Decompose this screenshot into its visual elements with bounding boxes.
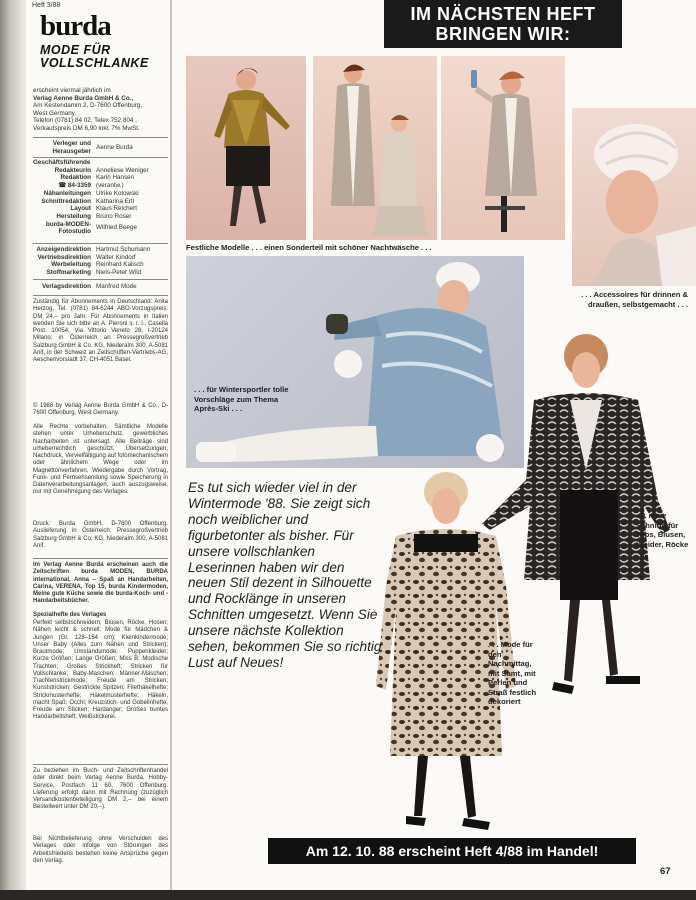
rights-text: Alle Rechte vorbehalten. Sämtliche Modelle stehen unter Urheberschutz, gewerbliches Nacharbeiten ist untersagt. Alle Beiträge sind urheberrechtlich geschützt. Übersetzungen, Nachdruck, Vervielfältigung auf fotomechanischem oder ähnlichem Wege oder im Magnettonverfahren, Wiedergabe durch Vortrag, Funk- und Fernsehsendung sowie Speicherung in Datenverarbeitungsanlagen, auch auszugsweise, nur mit Genehmigung des Verlages.: [33, 424, 168, 496]
staff-role: Vertriebsdirektion: [37, 253, 91, 261]
staff-role: ☎ 84-3359: [58, 182, 91, 190]
issue-number: Heft 3/88: [32, 2, 61, 9]
divider: [33, 137, 168, 138]
model-gold-dress-illustration: [186, 56, 306, 240]
staff-role: Schnittredaktion: [41, 197, 91, 205]
divider: [33, 157, 168, 158]
staff-name: Wilfried Beege: [96, 224, 137, 232]
caption-festive: Festliche Modelle . . . einen Sonderteil mit schöner Nachtwäsche . . .: [186, 243, 432, 252]
staff-list: [33, 159, 168, 236]
caption-patterns: . . . neue Schnitte für Tops, Blusen, Kleider, Röcke . . .: [636, 511, 689, 558]
staff-name: Ulrike Kolowski: [96, 189, 139, 197]
model-turban-illustration: [572, 108, 696, 286]
staff-name: Karin Hansen: [96, 174, 135, 182]
subtitle-line-2: VOLLSCHLANKE: [40, 56, 149, 70]
page-number: 67: [660, 866, 671, 877]
staff-name: Manfred Mode: [96, 283, 137, 290]
divider: [33, 279, 168, 280]
next-issue-banner: [384, 0, 622, 48]
staff-name: Bruno Roser: [96, 212, 132, 220]
staff-role: Anzeigendirektion: [36, 246, 91, 253]
other-magazines-text: Im Verlag Aenne Burda erscheinen auch die Zeitschriften burda MODEN, BURDA international, Anna – Spaß an Handarbeiten, Carina, VERENA, Top 15, burda Kindermoden, Meine gute Küche sowie die burda-Koch- und -Handarbeitsbücher.: [33, 562, 168, 605]
staff-role: burda-MODEN-Fotostudio: [45, 220, 91, 236]
staff-name: Katharina Ertl: [96, 197, 135, 205]
staff-name: (verantw.): [96, 182, 124, 190]
photo-robe-and-child: [313, 56, 437, 240]
copyright-text: © 1988 by Verlag Aenne Burda GmbH & Co., D-7600 Offenburg, West Germany.: [33, 403, 168, 417]
liability-note: Bei Nichtbelieferung ohne Verschulden des Verlages oder infolge von Störungen des Arbeitsfriedens bestehen keine Ansprüche gegen den Verlag.: [33, 836, 168, 864]
intro-body-text: Es tut sich wieder viel in der Wintermode '88. Sie zeigt sich noch weiblicher und figurbetonter als bisher. Für unsere vollschlanken Leserinnen haben wir den neuen Stil dezent in Silhouette und Rocklänge in unseren Schnitten umgesetzt. Wenn Sie unsere nächste Kollektion sehen, bekommen Sie so richtig Lust auf Neues!: [188, 480, 382, 670]
staff-role: Werbeleitung: [51, 261, 91, 269]
subtitle-line-1: MODE FÜR: [40, 43, 111, 57]
staff-role: Herstellung: [56, 212, 91, 220]
staff-name: Walter Kindorf: [96, 253, 136, 261]
pub-line: Verlag Aenne Burda GmbH & Co.,: [33, 94, 134, 102]
banner-line-2: BRINGEN WIR:: [435, 24, 571, 44]
photo-gold-dress: [186, 56, 306, 240]
staff-name: Aenne Burda: [96, 143, 133, 151]
divider: [33, 243, 168, 244]
print-text: Druck: Burda GmbH, D-7600 Offenburg. Auslieferung in Österreich: Pressegroßvertrieb Salzburg GmbH & Co. KG, Niederalm 300, A-5081 Anif.: [33, 521, 168, 549]
burda-logo: burda: [40, 10, 111, 42]
staff-list-3: [33, 283, 168, 291]
caption-winter: . . . für Wintersportler tolle Vorschläge zum Thema Après-Ski . . .: [194, 385, 289, 413]
pub-line: erscheint viermal jährlich im: [33, 87, 111, 94]
staff-name: Klaus Reichert: [96, 205, 137, 213]
publication-info: [33, 87, 168, 133]
special-issues-text: Perfekt selbstschneidern; Blusen, Röcke, Hosen; Nähen leicht & schnell; Mode für Mädchen & Jungen (Gr. 128–164 cm); Kleinkindermode; Unser Baby (Alles zum Nähen und Stricken); Brautmode; Umstandsmode; Puppenkleider; Kurze Größen; Lange Größen; Miss B: Modische Trachten; Großes Strickheft; Stricken für Vollschlanke; Baby-Maschen; Männer-Maschen; Trachtenstrickmode; Freude am Stricken; Kunststricken; Gestrickte Spitzen; Filethäkelhefte; Strickmusterhefte; Häkelmusterhefte; Häkeln, macht Spaß; Occhi; Kreuzstich- und Gobelinhefte, Freude am Sticken; Hardanger; Großes buntes Handarbeitsheft; Weißstickerei.: [33, 620, 168, 721]
scan-bottom-edge: [0, 890, 696, 900]
divider: [33, 558, 168, 559]
binding-gutter: [0, 0, 26, 900]
pub-line: Telefon (0781) 84 02, Telex 752 804 ,: [33, 117, 137, 125]
pub-line: Am Kestendamm 2, D-7600 Offenburg,: [33, 102, 143, 110]
staff-name: Anneliese Weniger: [96, 166, 149, 174]
staff-list-2: [33, 246, 168, 277]
pub-line: Verkaufspreis DM 6,90 inkl. 7% MwSt.: [33, 124, 140, 132]
order-text: Zu beziehen im Buch- und Zeitschriftenhandel oder direkt beim Verlag Aenne Burda, Hobby-Service, Postfach 11 60, 7600 Offenburg. Lieferung erfolgt dann mit Rechnung (zuzüglich Versandkostenbeteiligung DM 2,– bei einem Bestellwert unter DM 20,–).: [33, 768, 168, 811]
staff-role: Verleger und Herausgeber: [52, 140, 91, 155]
caption-accessories: . . . Accessoires für drinnen & draußen, selbstgemacht . . .: [581, 290, 688, 309]
column-divider: [170, 0, 172, 890]
staff-role: Stoffmarketing: [46, 269, 91, 277]
photo-turban: [572, 108, 696, 286]
staff-name: Hartmut Schumann: [96, 246, 151, 253]
banner-line-1: IM NÄCHSTEN HEFT: [410, 4, 596, 24]
photo-robe-stool: [441, 56, 565, 240]
staff-name: Reinhard Kalisch: [96, 261, 144, 269]
staff-role: Verlagsdirektion: [42, 283, 91, 290]
staff-name: Niels-Peter Wild: [96, 269, 142, 277]
magazine-subtitle: [40, 44, 149, 70]
publisher-block: [33, 140, 168, 155]
staff-role: Layout: [70, 205, 91, 213]
staff-role: Redakteurin: [54, 166, 91, 174]
model-robe-stool-illustration: [441, 56, 565, 240]
special-issues-title: Spezialhefte des Verlages: [33, 612, 107, 618]
staff-role: Redaktion: [60, 174, 91, 182]
caption-afternoon: . . . Mode für den Nachmittag, mit Samt, mit Perlen und Straß festlich dekoriert: [488, 640, 537, 706]
next-issue-date-banner: Am 12. 10. 88 erscheint Heft 4/88 im Handel!: [268, 838, 636, 864]
subscriptions-text: Zuständig für Abonnements in Deutschland: Anita Herzog, Tel. (0781) 84-6244 ABO-Vorzugspreis: DM 24,– pro Jahr. Für Abonnements in Italien wenden Sie sich bitte an A. Pieroni s. r. l., Casella Post. 10054, Via Vittorio Veneto 28, I-20124 Milano; in Österreich an Pressegroßvertrieb Salzburg GmbH & Co. KG, Niederalm 300, A-5081 Anif, in der Schweiz an Zeitschriften-Vertriebs-AG, Aeschenvorstadt 37, CH-4051 Basel.: [33, 299, 168, 363]
model-robe-illustration: [313, 56, 437, 240]
pub-line: West Germany.: [33, 109, 77, 117]
management-label: Geschäftsführende: [33, 159, 91, 166]
staff-role: Nähanleitungen: [43, 189, 91, 197]
divider: [33, 295, 168, 296]
divider: [33, 764, 168, 765]
